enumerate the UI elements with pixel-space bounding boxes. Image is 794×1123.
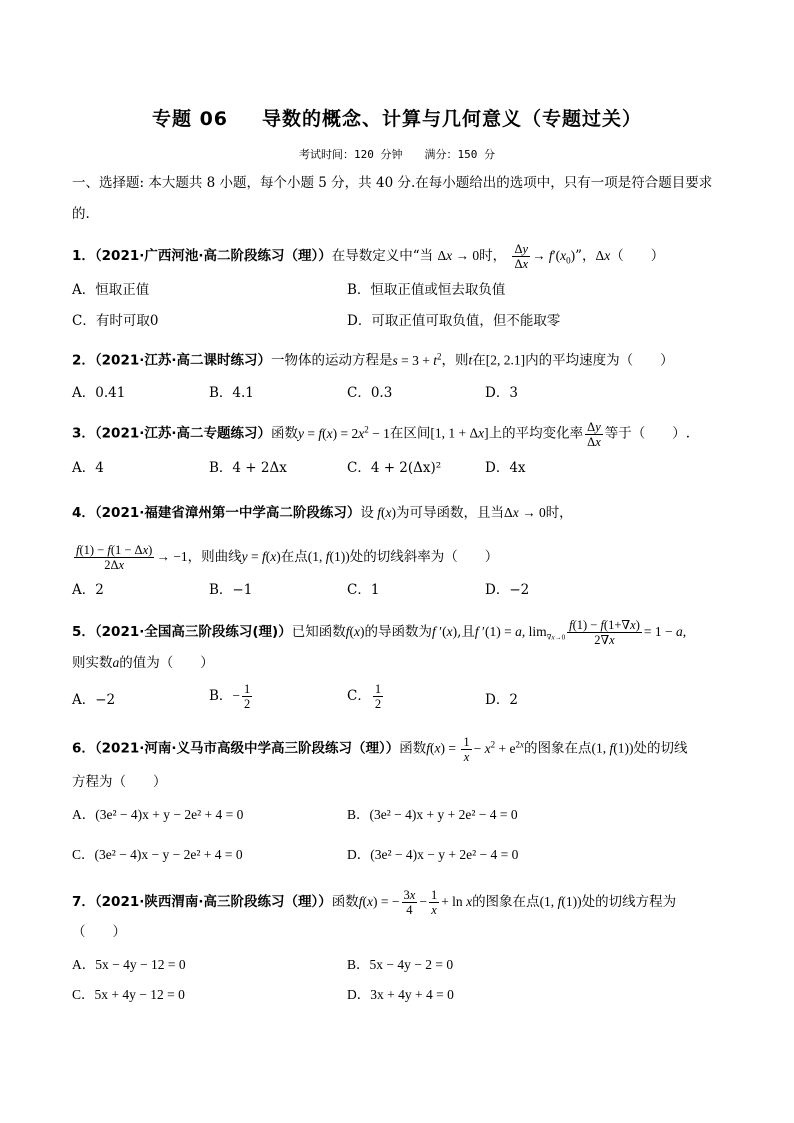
- question-number: 5．: [72, 624, 95, 640]
- question-text: 等于（ ）.: [604, 425, 691, 442]
- option-d: D．3x + 4y + 4 = 0: [347, 987, 454, 1002]
- question-2: [72, 346, 674, 371]
- formula: t: [468, 352, 473, 368]
- question-text: 则实数: [72, 655, 113, 671]
- exam-score: 满分：150 分: [424, 148, 495, 161]
- question-text: （ ）: [610, 248, 665, 264]
- formula: (1, f(1)): [307, 549, 350, 564]
- formula: Δx: [595, 248, 611, 263]
- option-d: D．可取正值可取负值，但不能取零: [347, 313, 561, 329]
- question-source: （2021·福建省漳州第一中学高二阶段练习）: [94, 505, 361, 521]
- question-5-cont: [72, 653, 214, 673]
- option-b: B．(3e² − 4)x + y + 2e² − 4 = 0: [347, 807, 518, 822]
- question-7: [72, 888, 676, 917]
- formula: → −1: [156, 549, 188, 564]
- option-a: A．5x − 4y − 12 = 0: [72, 957, 186, 972]
- formula: − $x^2 + e^{2x}$: [473, 739, 524, 756]
- formula: f(x) = −: [358, 894, 400, 909]
- exam-time: 考试时间：120 分钟: [299, 148, 403, 161]
- question-text: 处的切线斜率为（ ）: [349, 549, 499, 565]
- question-source: （2021·全国高三阶段练习(理)）: [94, 624, 292, 640]
- question-text: ，则: [441, 352, 469, 369]
- question-text: 处的切线方程为: [581, 894, 677, 910]
- formula: a: [112, 655, 120, 670]
- formula-fraction: $\frac{f(1) - f(1 - \Delta x)}{2\Delta x}$: [76, 543, 153, 572]
- question-number: 6．: [72, 740, 95, 757]
- question-text: 函数: [271, 425, 298, 442]
- question-source: （2021·江苏·高二专题练习）: [94, 425, 271, 442]
- formula: f(x): [345, 624, 365, 639]
- option-b: B．4 + 2Δx: [209, 460, 287, 476]
- formula-fraction: $\frac{1}{x}$: [430, 888, 438, 917]
- formula-fraction: $\frac{1}{x}$: [463, 734, 470, 764]
- question-number: 4．: [72, 505, 95, 521]
- option-c: C．5x + 4y − 12 = 0: [72, 987, 185, 1002]
- question-text: ”，: [575, 248, 596, 264]
- option-a: A．−2: [72, 692, 116, 708]
- question-text: ，则曲线: [187, 549, 242, 565]
- question-6: [72, 734, 688, 764]
- option-a: A．(3e² − 4)x + y − 2e² + 4 = 0: [72, 807, 244, 822]
- question-source: （2021·河南·义马市高级中学高三阶段练习（理））: [94, 740, 400, 757]
- option-a: A．0.41: [72, 385, 126, 401]
- question-text: 内的平均速度为（ ）: [525, 352, 674, 369]
- option-d: D．−2: [485, 582, 530, 598]
- formula: f ′(1) = a, $\lim_{\nabla x\to 0}$: [474, 624, 566, 642]
- formula-fraction: $\frac{\Delta y}{\Delta x}$: [514, 242, 529, 271]
- formula-fraction: $\frac{\Delta y}{\Delta x}$: [587, 419, 601, 449]
- question-text: 函数: [331, 894, 359, 910]
- question-4: [72, 503, 573, 523]
- question-source: （2021·江苏·高二课时练习）: [94, 352, 271, 369]
- page-title: [0, 104, 794, 131]
- question-7-cont: （ ）: [72, 924, 126, 940]
- question-text: 设: [360, 505, 374, 521]
- formula: Δx → 0: [504, 505, 546, 520]
- question-number: 7．: [72, 894, 95, 910]
- question-text: 为可导函数，且当: [396, 505, 504, 521]
- formula: (1, f(1)): [591, 740, 634, 756]
- question-number: 2．: [72, 352, 95, 369]
- option-c: C．(3e² − 4)x − y − 2e² + 4 = 0: [72, 847, 243, 862]
- option-c: C．4 + 2(Δx)²: [347, 460, 442, 476]
- formula: = 1 − a,: [643, 624, 687, 639]
- formula-fraction: $\frac{f(1) - f(1+\nabla x)}{2\nabla x}$: [569, 618, 640, 647]
- option-b: B．−1: [209, 582, 253, 598]
- question-text: 的导函数为: [364, 624, 432, 640]
- question-text: 在: [472, 352, 486, 369]
- question-4-cont: [72, 543, 498, 572]
- question-3: [72, 419, 690, 449]
- question-number: 3．: [72, 425, 95, 442]
- option-c: C．1: [347, 582, 380, 598]
- question-text: 的值为（ ）: [119, 655, 214, 671]
- option-b: B．5x − 4y − 2 = 0: [347, 957, 454, 972]
- option-a: A．4: [72, 460, 104, 476]
- question-source: （2021·广西河池·高二阶段练习（理））: [94, 248, 332, 264]
- option-b: B．4.1: [209, 385, 254, 401]
- option-d: D．3: [485, 385, 518, 401]
- formula: [2, 2.1]: [485, 352, 526, 368]
- question-text: 的图象在点: [472, 894, 540, 910]
- formula: + ln x: [441, 894, 473, 909]
- question-text: ,且: [457, 624, 475, 640]
- question-text: 时，: [479, 248, 507, 264]
- question-source: （2021·陕西渭南·高三阶段练习（理））: [94, 894, 332, 910]
- exam-info: [0, 146, 794, 162]
- option-d: D．2: [485, 692, 518, 708]
- question-6-cont: 方程为（ ）: [72, 774, 167, 790]
- question-text: 在区间: [389, 425, 431, 442]
- option-c: C．有时可取0: [72, 313, 159, 329]
- formula: y = f(x): [241, 549, 281, 564]
- option-a: A．恒取正值: [72, 282, 150, 298]
- title-topic-name: 导数的概念、计算与几何意义（专题过关）: [262, 108, 643, 130]
- formula: $y = f(x) = 2x^2 - 1$: [298, 424, 390, 441]
- question-text: 处的切线: [633, 740, 688, 757]
- option-b: B．− $\frac{1}{2}$: [209, 682, 251, 711]
- formula: f(x) =: [426, 740, 460, 756]
- option-a: A．2: [72, 582, 104, 598]
- option-b: B．恒取正值或恒去取负值: [347, 282, 506, 298]
- question-text: 上的平均变化率: [488, 425, 584, 442]
- section-instructions: 一、选择题: 本大题共 8 小题，每个小题 5 分，共 40 分.在每小题给出的选项中，只有一项是符合题目要求的.: [72, 175, 713, 222]
- formula: [1, 1 + Δx]: [430, 425, 489, 441]
- formula: Δx → 0: [437, 248, 480, 263]
- question-text: 时，: [545, 505, 573, 521]
- question-5: [72, 618, 686, 648]
- question-text: 一物体的运动方程是: [271, 352, 393, 369]
- option-c: C． $\frac{1}{2}$: [347, 682, 382, 711]
- formula-fraction: $\frac{3x}{4}$: [403, 888, 416, 917]
- formula: → $f'(x_0)$: [532, 248, 576, 266]
- question-text: 的图象在点: [523, 740, 592, 757]
- formula: f ′(x): [431, 624, 458, 639]
- question-text: 函数: [399, 740, 427, 757]
- formula: f(x): [377, 505, 396, 520]
- question-text: 在导数定义中“当: [331, 248, 434, 264]
- option-d: D．4x: [485, 460, 526, 476]
- question-text: 已知函数: [291, 624, 346, 640]
- formula: $s = 3 + t^2$: [392, 351, 442, 368]
- question-1: [72, 242, 664, 271]
- option-c: C．0.3: [347, 385, 393, 401]
- formula: −: [419, 894, 427, 909]
- question-text: 在点: [280, 549, 308, 565]
- question-number: 1．: [72, 248, 95, 264]
- title-topic-number: 专题 06: [151, 108, 229, 130]
- formula: (1, f(1)): [539, 894, 582, 909]
- option-d: D．(3e² − 4)x − y + 2e² − 4 = 0: [347, 847, 519, 862]
